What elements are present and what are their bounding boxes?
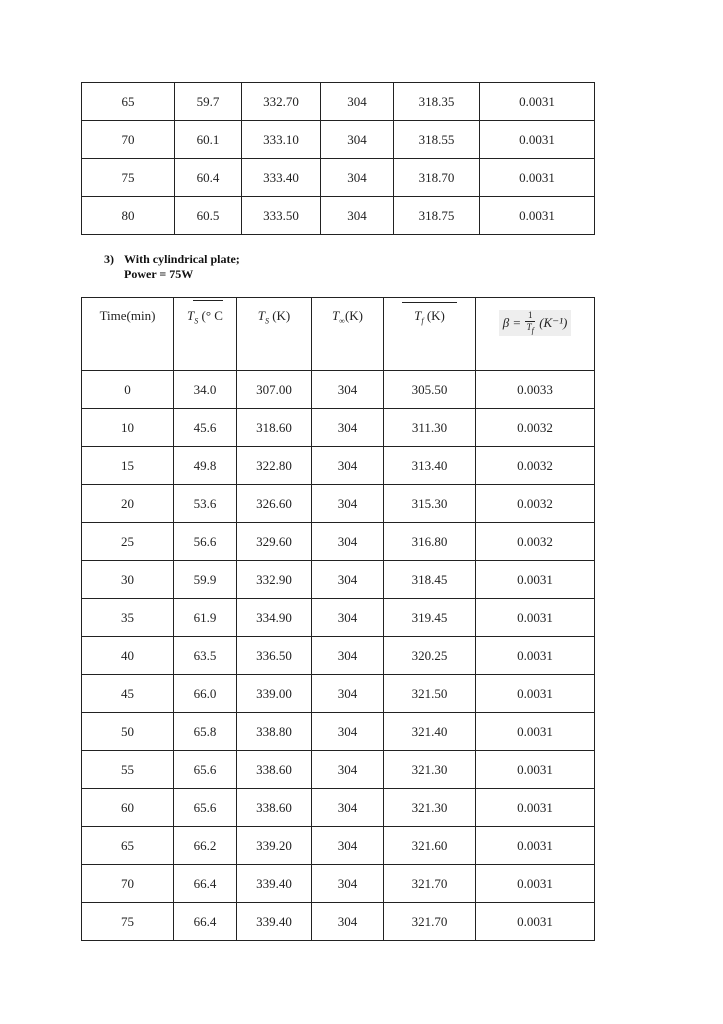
- table-row: [82, 751, 595, 789]
- table-cell: 25: [82, 523, 174, 561]
- header-t-infinity: $T_\infty(K)$: [312, 298, 384, 371]
- table-body: [82, 83, 595, 235]
- section-title: With cylindrical plate;: [124, 252, 240, 266]
- table-cell: 304: [321, 197, 394, 235]
- table-cell: 66.2: [174, 827, 237, 865]
- table-cell: 66.0: [174, 675, 237, 713]
- table-row: [82, 83, 595, 121]
- table-cell: 321.30: [384, 751, 476, 789]
- header-ts-kelvin: $T_S$ (K): [237, 298, 312, 371]
- table-cell: 304: [312, 827, 384, 865]
- table-cell: 318.35: [394, 83, 480, 121]
- table-cell: 59.7: [175, 83, 242, 121]
- table-cell: 307.00: [237, 371, 312, 409]
- table-cell: 304: [312, 637, 384, 675]
- table-cell: 316.80: [384, 523, 476, 561]
- table-cell: 304: [321, 159, 394, 197]
- table-cell: 304: [321, 121, 394, 159]
- table-cell: 304: [312, 409, 384, 447]
- table-cell: 35: [82, 599, 174, 637]
- table-cell: 66.4: [174, 903, 237, 941]
- table-cell: 59.9: [174, 561, 237, 599]
- table-cell: 66.4: [174, 865, 237, 903]
- table-row: [82, 523, 595, 561]
- table-cell: 338.60: [237, 789, 312, 827]
- table-cell: 305.50: [384, 371, 476, 409]
- table-row: [82, 865, 595, 903]
- table-cell: 0.0031: [476, 903, 595, 941]
- table-cell: 75: [82, 159, 175, 197]
- table-header: [82, 298, 595, 371]
- table-cell: 329.60: [237, 523, 312, 561]
- table-cell: 70: [82, 121, 175, 159]
- table-cell: 304: [312, 751, 384, 789]
- table-cell: 304: [312, 789, 384, 827]
- table-cell: 0.0031: [476, 789, 595, 827]
- table-cell: 321.70: [384, 865, 476, 903]
- table-cell: 321.40: [384, 713, 476, 751]
- table-row: [82, 903, 595, 941]
- table-cell: 65: [82, 827, 174, 865]
- data-table-cylindrical: [81, 297, 595, 941]
- table-cell: 0.0031: [476, 637, 595, 675]
- table-cell: 20: [82, 485, 174, 523]
- table-row: [82, 561, 595, 599]
- table-cell: 0.0033: [476, 371, 595, 409]
- table-cell: 304: [312, 523, 384, 561]
- table-row: [82, 789, 595, 827]
- table-cell: 30: [82, 561, 174, 599]
- section-caption: [104, 252, 240, 282]
- table-cell: 80: [82, 197, 175, 235]
- table-cell: 304: [312, 599, 384, 637]
- table-cell: 332.70: [242, 83, 321, 121]
- table-row: [82, 713, 595, 751]
- table-cell: 320.25: [384, 637, 476, 675]
- table-cell: 321.50: [384, 675, 476, 713]
- header-time: Time(min): [82, 298, 174, 371]
- table-cell: 55: [82, 751, 174, 789]
- section-number: 3): [104, 252, 114, 266]
- table-cell: 0.0031: [480, 197, 595, 235]
- table-cell: 315.30: [384, 485, 476, 523]
- table-cell: 0: [82, 371, 174, 409]
- table-cell: 304: [312, 675, 384, 713]
- table-cell: 75: [82, 903, 174, 941]
- data-table-continued: [81, 82, 595, 235]
- header-beta: [476, 298, 595, 371]
- table-cell: 319.45: [384, 599, 476, 637]
- table-cell: 63.5: [174, 637, 237, 675]
- table-cell: 65.6: [174, 789, 237, 827]
- table-row: [82, 827, 595, 865]
- table-cell: 0.0031: [476, 751, 595, 789]
- table-cell: 0.0031: [480, 159, 595, 197]
- table-cell: 0.0031: [476, 599, 595, 637]
- table-cell: 336.50: [237, 637, 312, 675]
- table-cell: 15: [82, 447, 174, 485]
- table-row: [82, 447, 595, 485]
- table-cell: 311.30: [384, 409, 476, 447]
- table-cell: 326.60: [237, 485, 312, 523]
- table-cell: 321.70: [384, 903, 476, 941]
- table-cell: 333.40: [242, 159, 321, 197]
- table-cell: 0.0031: [480, 121, 595, 159]
- table-cell: 333.10: [242, 121, 321, 159]
- table-cell: 0.0031: [476, 713, 595, 751]
- table-cell: 10: [82, 409, 174, 447]
- table-cell: 338.80: [237, 713, 312, 751]
- table-cell: 65.6: [174, 751, 237, 789]
- table-cell: 60.5: [175, 197, 242, 235]
- table-cell: 0.0032: [476, 523, 595, 561]
- table-cell: 60.4: [175, 159, 242, 197]
- table-row: [82, 409, 595, 447]
- table-cell: 332.90: [237, 561, 312, 599]
- table-row: [82, 675, 595, 713]
- table-cell: 304: [312, 447, 384, 485]
- table-cell: 339.20: [237, 827, 312, 865]
- table-row: [82, 485, 595, 523]
- table-cell: 321.30: [384, 789, 476, 827]
- table-cell: 304: [312, 371, 384, 409]
- table-cell: 304: [312, 485, 384, 523]
- power-label: Power = 75W: [124, 267, 194, 281]
- table-cell: 60.1: [175, 121, 242, 159]
- table-cell: 318.75: [394, 197, 480, 235]
- table-row: [82, 637, 595, 675]
- table-cell: 318.70: [394, 159, 480, 197]
- table-cell: 60: [82, 789, 174, 827]
- table-cell: 333.50: [242, 197, 321, 235]
- table-cell: 338.60: [237, 751, 312, 789]
- table-row: [82, 371, 595, 409]
- table-cell: 0.0031: [480, 83, 595, 121]
- table-cell: 45.6: [174, 409, 237, 447]
- table-body: [82, 371, 595, 941]
- table-cell: 0.0032: [476, 409, 595, 447]
- table-cell: 304: [312, 561, 384, 599]
- table-cell: 304: [321, 83, 394, 121]
- table-cell: 304: [312, 865, 384, 903]
- table-cell: 0.0031: [476, 675, 595, 713]
- table-cell: 339.40: [237, 903, 312, 941]
- table-cell: 304: [312, 903, 384, 941]
- table-row: [82, 197, 595, 235]
- table-cell: 56.6: [174, 523, 237, 561]
- table-cell: 318.55: [394, 121, 480, 159]
- table-cell: 53.6: [174, 485, 237, 523]
- table-cell: 0.0031: [476, 865, 595, 903]
- table-cell: 313.40: [384, 447, 476, 485]
- table-cell: 40: [82, 637, 174, 675]
- header-tf: $T_f$ (K): [384, 298, 476, 371]
- table-cell: 49.8: [174, 447, 237, 485]
- table-cell: 322.80: [237, 447, 312, 485]
- table-cell: 0.0031: [476, 561, 595, 599]
- beta-formula: β = $\frac{1}{T_f}$ (K⁻¹): [499, 310, 572, 336]
- table-row: [82, 599, 595, 637]
- table-cell: 0.0032: [476, 485, 595, 523]
- table-cell: 65: [82, 83, 175, 121]
- table-row: [82, 159, 595, 197]
- table-cell: 334.90: [237, 599, 312, 637]
- table-cell: 50: [82, 713, 174, 751]
- table-cell: 321.60: [384, 827, 476, 865]
- table-cell: 61.9: [174, 599, 237, 637]
- table-cell: 65.8: [174, 713, 237, 751]
- table-cell: 318.45: [384, 561, 476, 599]
- header-ts-celsius: $T_S$ (° C: [174, 298, 237, 371]
- table-cell: 70: [82, 865, 174, 903]
- table-cell: 339.40: [237, 865, 312, 903]
- table-cell: 34.0: [174, 371, 237, 409]
- table-cell: 304: [312, 713, 384, 751]
- table-cell: 0.0031: [476, 827, 595, 865]
- table-cell: 0.0032: [476, 447, 595, 485]
- table-cell: 45: [82, 675, 174, 713]
- table-cell: 318.60: [237, 409, 312, 447]
- table-cell: 339.00: [237, 675, 312, 713]
- table-row: [82, 121, 595, 159]
